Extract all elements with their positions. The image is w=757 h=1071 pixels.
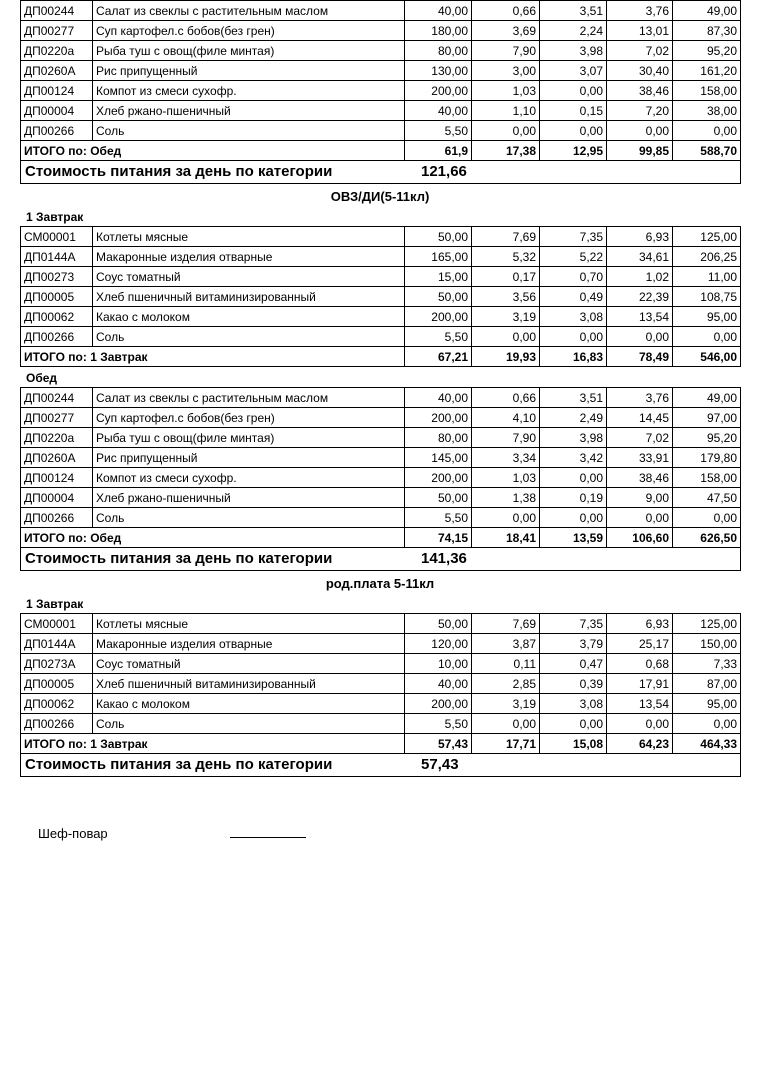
dish-code-cell: ДП0144А [21, 247, 93, 267]
meal-total-row [21, 141, 741, 161]
value-cell: 3,51 [540, 388, 607, 408]
value-cell: 25,17 [607, 634, 673, 654]
dish-name-cell: Макаронные изделия отварные [93, 247, 405, 267]
value-cell: 0,17 [472, 267, 540, 287]
day-total-value: 57,43 [421, 756, 459, 773]
value-cell: 120,00 [405, 634, 472, 654]
value-cell: 15,00 [405, 267, 472, 287]
value-cell: 1,10 [472, 101, 540, 121]
value-cell: 7,33 [673, 654, 741, 674]
total-value-cell: 15,08 [540, 734, 607, 754]
dish-name-cell: Суп картофел.с бобов(без грен) [93, 21, 405, 41]
table-row [21, 694, 741, 714]
value-cell: 7,90 [472, 428, 540, 448]
value-cell: 5,50 [405, 327, 472, 347]
total-value-cell: 588,70 [673, 141, 741, 161]
value-cell: 7,20 [607, 101, 673, 121]
table-row [21, 21, 741, 41]
meal-table [20, 613, 741, 777]
value-cell: 97,00 [673, 408, 741, 428]
dish-code-cell: ДП00004 [21, 488, 93, 508]
dish-code-cell: ДП0273А [21, 654, 93, 674]
value-cell: 200,00 [405, 468, 472, 488]
value-cell: 0,15 [540, 101, 607, 121]
total-value-cell: 67,21 [405, 347, 472, 367]
value-cell: 0,00 [472, 121, 540, 141]
value-cell: 125,00 [673, 614, 741, 634]
day-total-row [21, 161, 741, 184]
dish-name-cell: Рис припущенный [93, 61, 405, 81]
table-row [21, 408, 741, 428]
meal-total-label: ИТОГО по: Обед [21, 528, 405, 548]
value-cell: 0,00 [540, 327, 607, 347]
dish-code-cell: ДП00266 [21, 121, 93, 141]
value-cell: 3,34 [472, 448, 540, 468]
dish-name-cell: Рыба туш с овощ(филе минтая) [93, 428, 405, 448]
value-cell: 0,19 [540, 488, 607, 508]
dish-name-cell: Салат из свеклы с растительным маслом [93, 388, 405, 408]
table-row [21, 307, 741, 327]
total-value-cell: 13,59 [540, 528, 607, 548]
value-cell: 40,00 [405, 388, 472, 408]
dish-code-cell: ДП00266 [21, 714, 93, 734]
meal-table [20, 387, 741, 571]
value-cell: 145,00 [405, 448, 472, 468]
dish-code-cell: ДП00266 [21, 508, 93, 528]
value-cell: 95,00 [673, 307, 741, 327]
dish-name-cell: Соус томатный [93, 267, 405, 287]
table-row [21, 267, 741, 287]
table-row [21, 327, 741, 347]
dish-name-cell: Салат из свеклы с растительным маслом [93, 1, 405, 21]
value-cell: 1,03 [472, 468, 540, 488]
value-cell: 40,00 [405, 101, 472, 121]
table-row [21, 448, 741, 468]
table-row [21, 388, 741, 408]
dish-name-cell: Соль [93, 508, 405, 528]
value-cell: 3,98 [540, 428, 607, 448]
total-value-cell: 78,49 [607, 347, 673, 367]
meal-title: 1 Завтрак [26, 597, 84, 611]
dish-code-cell: ДП00124 [21, 468, 93, 488]
value-cell: 80,00 [405, 41, 472, 61]
value-cell: 38,00 [673, 101, 741, 121]
table-row [21, 1, 741, 21]
dish-name-cell: Соль [93, 121, 405, 141]
table-row [21, 287, 741, 307]
value-cell: 47,50 [673, 488, 741, 508]
total-value-cell: 19,93 [472, 347, 540, 367]
value-cell: 158,00 [673, 468, 741, 488]
value-cell: 161,20 [673, 61, 741, 81]
total-value-cell: 546,00 [673, 347, 741, 367]
total-value-cell: 61,9 [405, 141, 472, 161]
meal-table [20, 226, 741, 367]
value-cell: 40,00 [405, 1, 472, 21]
dish-code-cell: ДП00124 [21, 81, 93, 101]
value-cell: 0,00 [540, 121, 607, 141]
value-cell: 3,51 [540, 1, 607, 21]
day-total-row [21, 754, 741, 777]
value-cell: 7,35 [540, 614, 607, 634]
signature-block [38, 825, 757, 841]
value-cell: 3,69 [472, 21, 540, 41]
day-total-cell [21, 161, 741, 184]
category-header: ОВЗ/ДИ(5-11кл) [330, 189, 430, 204]
value-cell: 6,93 [607, 227, 673, 247]
table-row [21, 614, 741, 634]
meal-total-label: ИТОГО по: Обед [21, 141, 405, 161]
table-row [21, 81, 741, 101]
value-cell: 0,00 [607, 714, 673, 734]
table-row [21, 61, 741, 81]
table-row [21, 654, 741, 674]
value-cell: 0,00 [540, 508, 607, 528]
value-cell: 80,00 [405, 428, 472, 448]
total-value-cell: 64,23 [607, 734, 673, 754]
value-cell: 95,20 [673, 428, 741, 448]
value-cell: 3,07 [540, 61, 607, 81]
dish-name-cell: Соус томатный [93, 654, 405, 674]
total-value-cell: 17,38 [472, 141, 540, 161]
dish-code-cell: ДП0220а [21, 428, 93, 448]
value-cell: 2,24 [540, 21, 607, 41]
total-value-cell: 464,33 [673, 734, 741, 754]
value-cell: 5,32 [472, 247, 540, 267]
value-cell: 206,25 [673, 247, 741, 267]
value-cell: 38,46 [607, 468, 673, 488]
value-cell: 0,66 [472, 1, 540, 21]
value-cell: 0,00 [472, 327, 540, 347]
dish-code-cell: ДП00244 [21, 1, 93, 21]
dish-code-cell: ДП00005 [21, 674, 93, 694]
value-cell: 95,20 [673, 41, 741, 61]
dish-code-cell: ДП0260А [21, 448, 93, 468]
dish-name-cell: Макаронные изделия отварные [93, 634, 405, 654]
table-row [21, 508, 741, 528]
value-cell: 33,91 [607, 448, 673, 468]
value-cell: 7,02 [607, 41, 673, 61]
meal-total-label: ИТОГО по: 1 Завтрак [21, 734, 405, 754]
value-cell: 30,40 [607, 61, 673, 81]
value-cell: 3,19 [472, 307, 540, 327]
value-cell: 50,00 [405, 488, 472, 508]
value-cell: 13,01 [607, 21, 673, 41]
dish-code-cell: ДП00277 [21, 408, 93, 428]
value-cell: 3,98 [540, 41, 607, 61]
value-cell: 1,38 [472, 488, 540, 508]
table-row [21, 468, 741, 488]
value-cell: 3,79 [540, 634, 607, 654]
day-total-cell [21, 754, 741, 777]
value-cell: 3,08 [540, 307, 607, 327]
value-cell: 5,50 [405, 508, 472, 528]
value-cell: 34,61 [607, 247, 673, 267]
value-cell: 40,00 [405, 674, 472, 694]
dish-code-cell: ДП00244 [21, 388, 93, 408]
dish-code-cell: ДП00277 [21, 21, 93, 41]
value-cell: 125,00 [673, 227, 741, 247]
meal-total-row [21, 347, 741, 367]
value-cell: 7,69 [472, 614, 540, 634]
value-cell: 2,85 [472, 674, 540, 694]
day-total-value: 121,66 [421, 163, 467, 180]
value-cell: 4,10 [472, 408, 540, 428]
value-cell: 7,69 [472, 227, 540, 247]
value-cell: 17,91 [607, 674, 673, 694]
value-cell: 200,00 [405, 307, 472, 327]
total-value-cell: 57,43 [405, 734, 472, 754]
value-cell: 3,76 [607, 388, 673, 408]
day-total-row [21, 548, 741, 571]
dish-name-cell: Суп картофел.с бобов(без грен) [93, 408, 405, 428]
dish-code-cell: ДП00273 [21, 267, 93, 287]
table-row [21, 674, 741, 694]
value-cell: 9,00 [607, 488, 673, 508]
dish-name-cell: Соль [93, 327, 405, 347]
value-cell: 0,47 [540, 654, 607, 674]
value-cell: 0,70 [540, 267, 607, 287]
table-row [21, 428, 741, 448]
value-cell: 200,00 [405, 81, 472, 101]
value-cell: 130,00 [405, 61, 472, 81]
value-cell: 87,00 [673, 674, 741, 694]
total-value-cell: 12,95 [540, 141, 607, 161]
table-row [21, 247, 741, 267]
table-row [21, 714, 741, 734]
day-total-label: Стоимость питания за день по категории [25, 550, 333, 567]
value-cell: 0,00 [540, 81, 607, 101]
value-cell: 6,93 [607, 614, 673, 634]
table-row [21, 101, 741, 121]
dish-name-cell: Какао с молоком [93, 694, 405, 714]
total-value-cell: 626,50 [673, 528, 741, 548]
value-cell: 0,68 [607, 654, 673, 674]
dish-code-cell: ДП0144А [21, 634, 93, 654]
value-cell: 0,00 [540, 714, 607, 734]
value-cell: 0,00 [673, 121, 741, 141]
dish-name-cell: Соль [93, 714, 405, 734]
value-cell: 0,00 [472, 508, 540, 528]
value-cell: 50,00 [405, 614, 472, 634]
value-cell: 0,49 [540, 287, 607, 307]
table-row [21, 488, 741, 508]
total-value-cell: 74,15 [405, 528, 472, 548]
value-cell: 49,00 [673, 1, 741, 21]
value-cell: 0,66 [472, 388, 540, 408]
value-cell: 49,00 [673, 388, 741, 408]
value-cell: 0,11 [472, 654, 540, 674]
value-cell: 3,87 [472, 634, 540, 654]
value-cell: 3,00 [472, 61, 540, 81]
total-value-cell: 17,71 [472, 734, 540, 754]
value-cell: 87,30 [673, 21, 741, 41]
value-cell: 5,50 [405, 121, 472, 141]
dish-code-cell: ДП0260А [21, 61, 93, 81]
value-cell: 13,54 [607, 694, 673, 714]
dish-name-cell: Компот из смеси сухофр. [93, 468, 405, 488]
value-cell: 13,54 [607, 307, 673, 327]
day-total-label: Стоимость питания за день по категории [25, 756, 333, 773]
dish-code-cell: ДП0220а [21, 41, 93, 61]
value-cell: 10,00 [405, 654, 472, 674]
value-cell: 14,45 [607, 408, 673, 428]
day-total-cell [21, 548, 741, 571]
value-cell: 38,46 [607, 81, 673, 101]
dish-code-cell: СМ00001 [21, 614, 93, 634]
dish-code-cell: ДП00005 [21, 287, 93, 307]
total-value-cell: 106,60 [607, 528, 673, 548]
chef-label: Шеф-повар [38, 826, 108, 841]
value-cell: 7,02 [607, 428, 673, 448]
value-cell: 0,00 [607, 121, 673, 141]
meal-total-label: ИТОГО по: 1 Завтрак [21, 347, 405, 367]
value-cell: 0,00 [540, 468, 607, 488]
value-cell: 3,56 [472, 287, 540, 307]
value-cell: 179,80 [673, 448, 741, 468]
signature-line [230, 825, 306, 838]
value-cell: 5,50 [405, 714, 472, 734]
value-cell: 1,02 [607, 267, 673, 287]
value-cell: 200,00 [405, 694, 472, 714]
total-value-cell: 99,85 [607, 141, 673, 161]
value-cell: 158,00 [673, 81, 741, 101]
dish-code-cell: ДП00004 [21, 101, 93, 121]
total-value-cell: 18,41 [472, 528, 540, 548]
category-header: род.плата 5-11кл [325, 576, 435, 591]
table-row [21, 634, 741, 654]
dish-code-cell: ДП00266 [21, 327, 93, 347]
value-cell: 7,35 [540, 227, 607, 247]
value-cell: 0,39 [540, 674, 607, 694]
table-row [21, 41, 741, 61]
value-cell: 180,00 [405, 21, 472, 41]
meal-title: 1 Завтрак [26, 210, 84, 224]
value-cell: 0,00 [673, 714, 741, 734]
dish-name-cell: Компот из смеси сухофр. [93, 81, 405, 101]
value-cell: 2,49 [540, 408, 607, 428]
dish-name-cell: Хлеб ржано-пшеничный [93, 488, 405, 508]
value-cell: 5,22 [540, 247, 607, 267]
meal-table [20, 0, 741, 184]
value-cell: 50,00 [405, 287, 472, 307]
value-cell: 50,00 [405, 227, 472, 247]
dish-name-cell: Рыба туш с овощ(филе минтая) [93, 41, 405, 61]
dish-name-cell: Хлеб пшеничный витаминизированный [93, 287, 405, 307]
value-cell: 3,42 [540, 448, 607, 468]
dish-name-cell: Котлеты мясные [93, 227, 405, 247]
value-cell: 11,00 [673, 267, 741, 287]
table-row [21, 227, 741, 247]
value-cell: 108,75 [673, 287, 741, 307]
value-cell: 0,00 [673, 327, 741, 347]
value-cell: 95,00 [673, 694, 741, 714]
value-cell: 3,19 [472, 694, 540, 714]
meal-title: Обед [26, 371, 58, 385]
value-cell: 150,00 [673, 634, 741, 654]
dish-name-cell: Котлеты мясные [93, 614, 405, 634]
dish-name-cell: Какао с молоком [93, 307, 405, 327]
value-cell: 0,00 [673, 508, 741, 528]
dish-name-cell: Рис припущенный [93, 448, 405, 468]
value-cell: 3,08 [540, 694, 607, 714]
dish-name-cell: Хлеб ржано-пшеничный [93, 101, 405, 121]
value-cell: 7,90 [472, 41, 540, 61]
day-total-value: 141,36 [421, 550, 467, 567]
value-cell: 165,00 [405, 247, 472, 267]
dish-code-cell: ДП00062 [21, 307, 93, 327]
value-cell: 0,00 [472, 714, 540, 734]
dish-name-cell: Хлеб пшеничный витаминизированный [93, 674, 405, 694]
value-cell: 0,00 [607, 508, 673, 528]
value-cell: 22,39 [607, 287, 673, 307]
value-cell: 200,00 [405, 408, 472, 428]
table-row [21, 121, 741, 141]
value-cell: 3,76 [607, 1, 673, 21]
day-total-label: Стоимость питания за день по категории [25, 163, 333, 180]
value-cell: 1,03 [472, 81, 540, 101]
meal-total-row [21, 734, 741, 754]
value-cell: 0,00 [607, 327, 673, 347]
meal-total-row [21, 528, 741, 548]
dish-code-cell: СМ00001 [21, 227, 93, 247]
dish-code-cell: ДП00062 [21, 694, 93, 714]
total-value-cell: 16,83 [540, 347, 607, 367]
